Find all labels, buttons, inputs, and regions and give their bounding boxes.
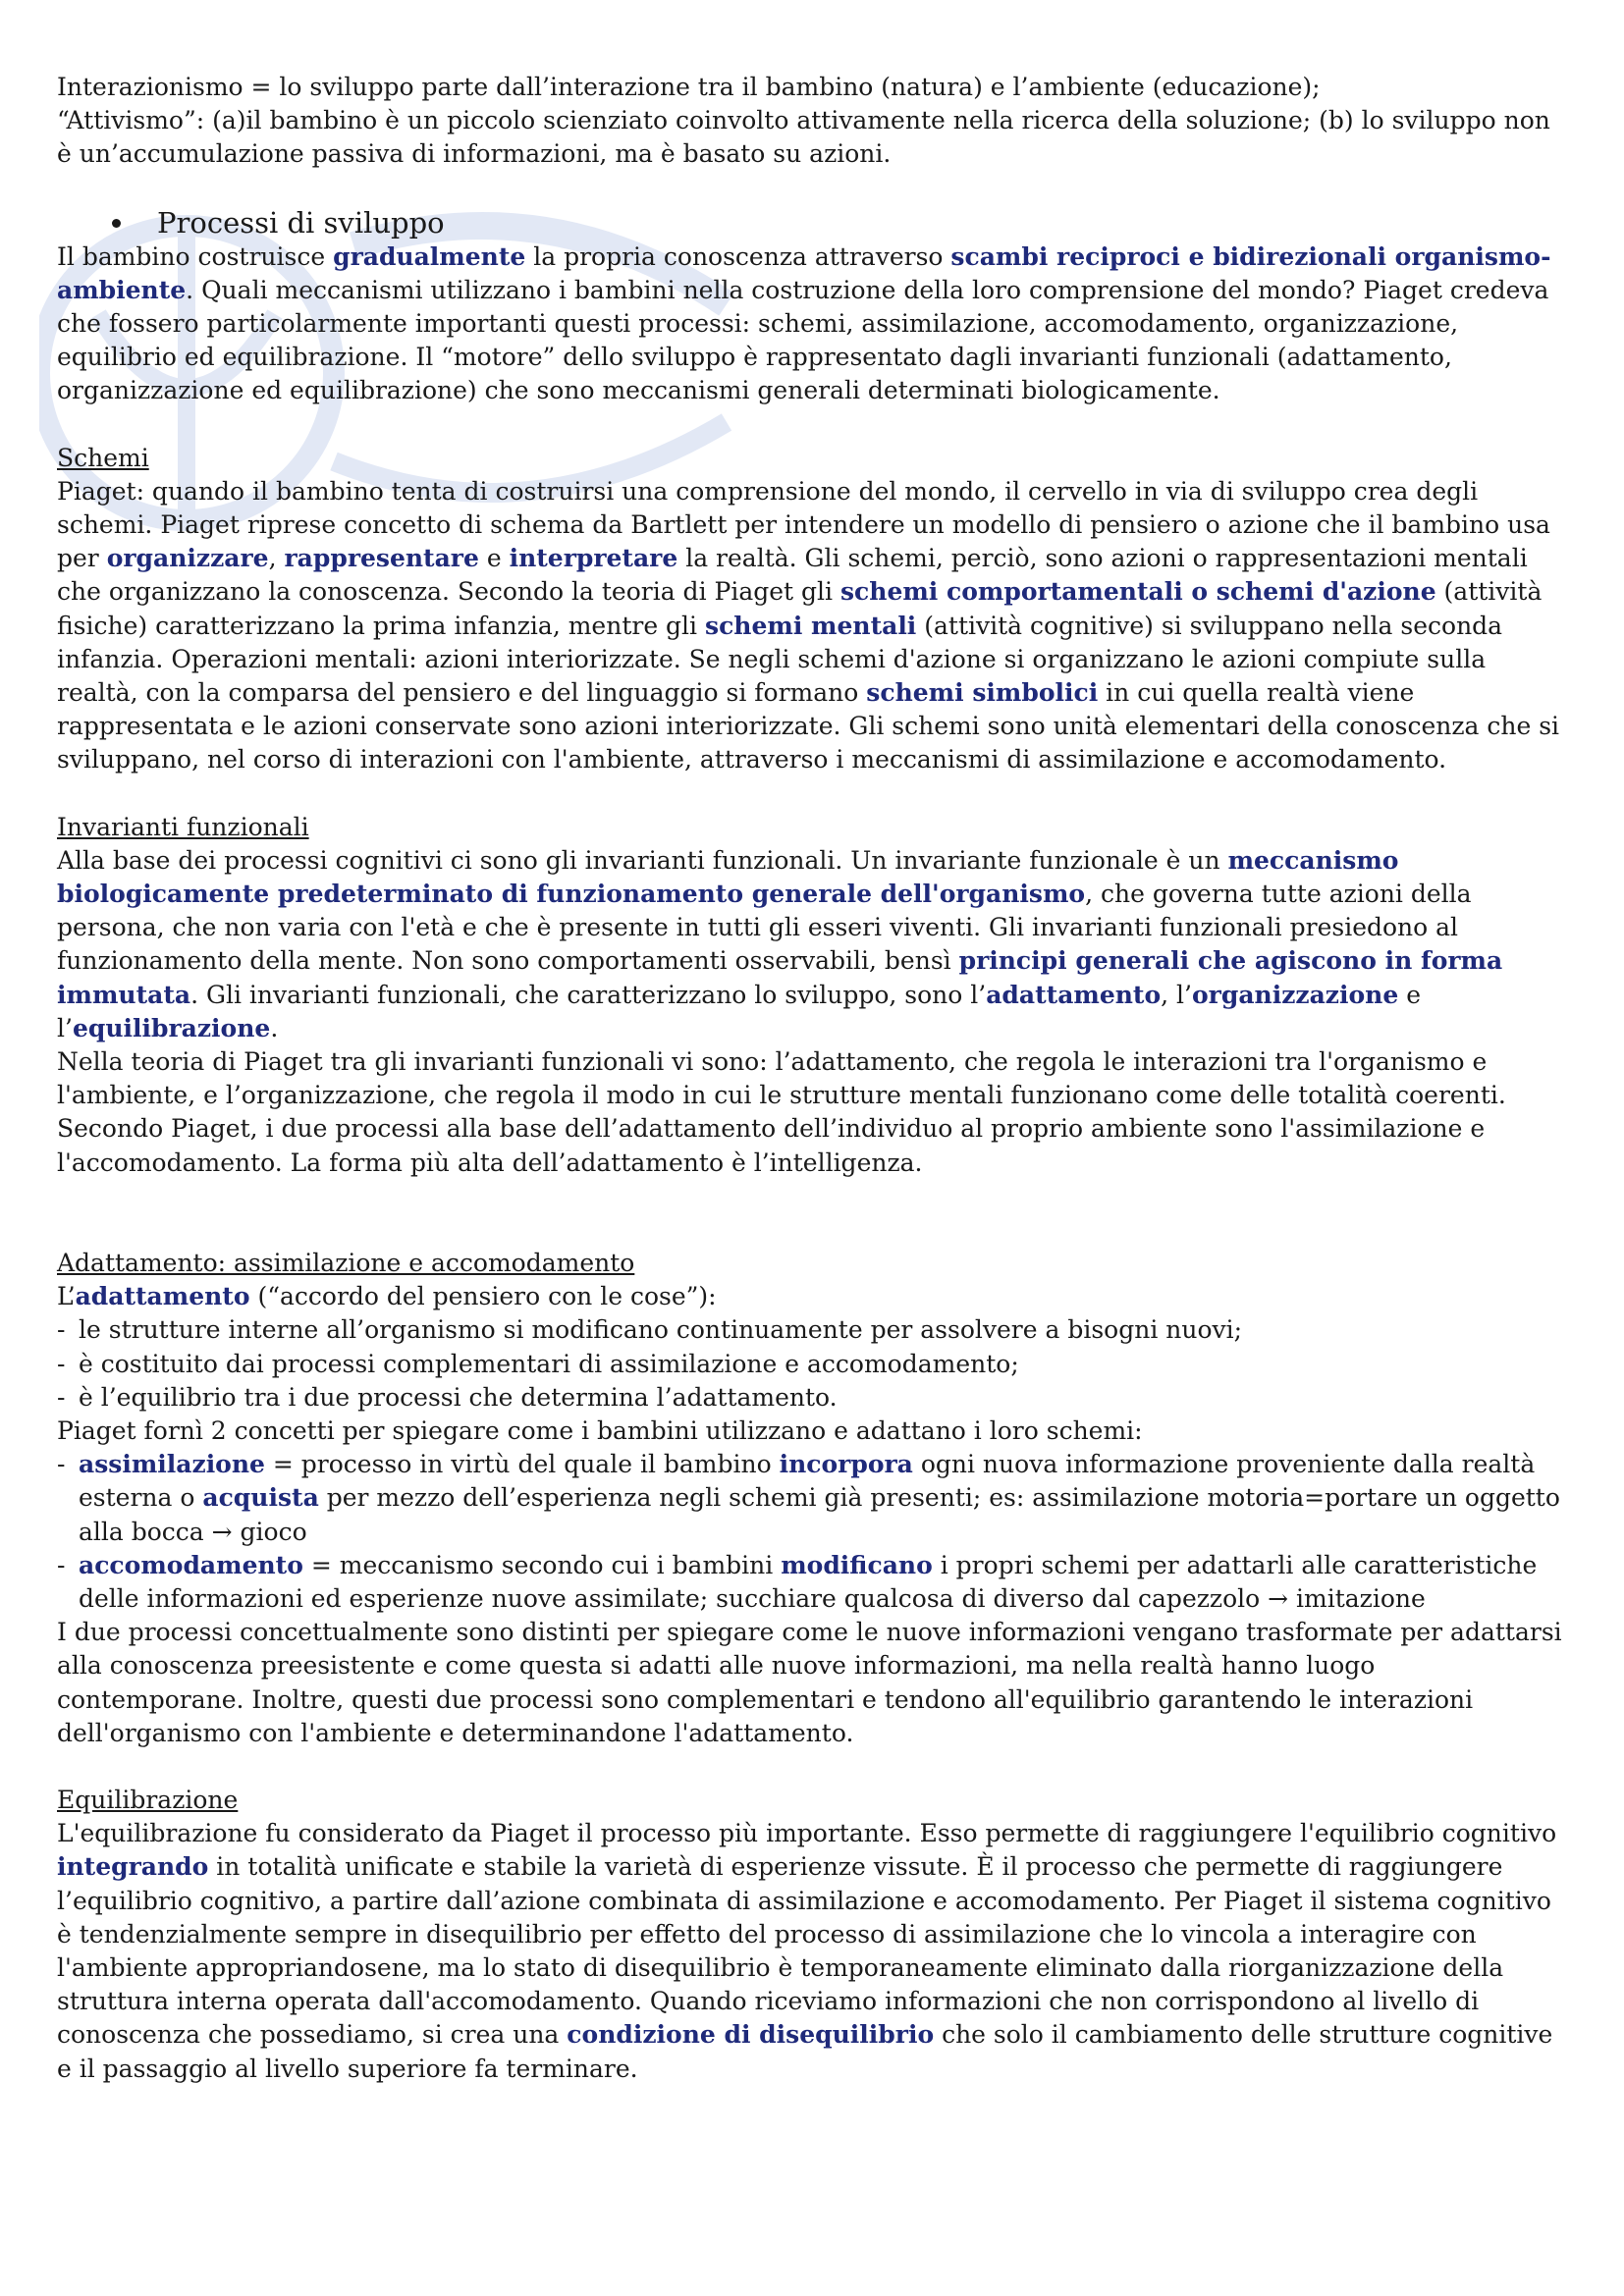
list-item: - è l’equilibrio tra i due processi che determina l’adattamento. — [57, 1381, 1569, 1415]
invarianti-paragraph-1: Alla base dei processi cognitivi ci sono gli invarianti funzionali. Un invariante funzionale è un meccanismo biologicamente predeterminato di funzionamento generale dell'organismo, che governa tutte azioni della persona, che non varia con l'età e che è presente in tutti gli esseri viventi. Gli invarianti funzionali presiedono al funzionamento della mente. Non sono comportamenti osservabili, bensì principi generali che agiscono in forma immutata. Gli invarianti funzionali, che caratterizzano lo sviluppo, sono l’adattamento, l’organizzazione e l’equilibrazione. — [57, 845, 1503, 1042]
adattamento-list — [57, 1313, 1569, 1415]
bullet-icon — [112, 219, 121, 228]
section-title-schemi: Schemi — [57, 443, 149, 472]
section-title-adattamento: Adattamento: assimilazione e accomodamento — [57, 1248, 635, 1277]
adattamento-mid: Piaget fornì 2 concetti per spiegare come i bambini utilizzano e adattano i loro schemi: — [57, 1415, 1143, 1445]
adattamento-intro: L’adattamento (“accordo del pensiero con le cose”): — [57, 1282, 717, 1311]
invarianti-paragraph-2: Nella teoria di Piaget tra gli invarianti funzionali vi sono: l’adattamento, che regola le interazioni tra l'organismo e l'ambiente, e l’organizzazione, che regola il modo in cui le strutture mentali funzionano come delle totalità coerenti. Secondo Piaget, i due processi alla base dell’adattamento dell’individuo al proprio ambiente sono l'assimilazione e l'accomodamento. La forma più alta dell’adattamento è l’intelligenza. — [57, 1047, 1506, 1177]
adattamento-outro: I due processi concettualmente sono distinti per spiegare come le nuove informazioni vengano trasformate per adattarsi alla conoscenza preesistente e come questa si adatti alle nuove informazioni, ma nella realtà hanno luogo contemporane. Inoltre, questi due processi sono complementari e tendono all'equilibrio garantendo le interazioni dell'organismo con l'ambiente e determinandone l'adattamento. — [57, 1618, 1562, 1747]
schemi-paragraph: Piaget: quando il bambino tenta di costruirsi una comprensione del mondo, il cervello in via di sviluppo crea degli schemi. Piaget riprese concetto di schema da Bartlett per intendere un modello di pensiero o azione che il bambino usa per organizzare, rappresentare e interpretare la realtà. Gli schemi, perciò, sono azioni o rappresentazioni mentali che organizzano la conoscenza. Secondo la teoria di Piaget gli schemi comportamentali o schemi d'azione (attività fisiche) caratterizzano la prima infanzia, mentre gli schemi mentali (attività cognitive) si sviluppano nella seconda infanzia. Operazioni mentali: azioni interiorizzate. Se negli schemi d'azione si organizzano le azioni compiute sulla realtà, con la comparsa del pensiero e del linguaggio si formano schemi simbolici in cui quella realtà viene rappresentata e le azioni conservate sono azioni interiorizzate. Gli schemi sono unità elementari della conoscenza che si sviluppano, nel corso di interazioni con l'ambiente, attraverso i meccanismi di assimilazione e accomodamento. — [57, 476, 1560, 774]
list-item: - è costituito dai processi complementari di assimilazione e accomodamento; — [57, 1348, 1569, 1381]
processi-paragraph: Il bambino costruisce gradualmente la propria conoscenza attraverso scambi reciproci e bidirezionali organismo-ambiente. Quali meccanismi utilizzano i bambini nella costruzione della loro comprensione del mondo? Piaget credeva che fossero particolarmente importanti questi processi: schemi, assimilazione, accomodamento, organizzazione, equilibrio ed equilibrazione. Il “motore” dello sviluppo è rappresentato dagli invarianti funzionali (adattamento, organizzazione ed equilibrazione) che sono meccanismi generali determinati biologicamente. — [57, 241, 1551, 405]
list-item-accomodamento: - accomodamento = meccanismo secondo cui i bambini modificano i propri schemi per adattarli alle caratteristiche delle informazioni ed esperienze nuove assimilate; succhiare qualcosa di diverso dal capezzolo → imitazione — [57, 1549, 1569, 1616]
concepts-list — [57, 1448, 1569, 1616]
section-title-equilibrazione: Equilibrazione — [57, 1785, 239, 1814]
intro-paragraph-1: Interazionismo = lo sviluppo parte dall’interazione tra il bambino (natura) e l’ambiente (educazione); — [57, 73, 1321, 101]
heading-processi: Processi di sviluppo — [57, 205, 1569, 240]
intro-paragraph-2: “Attivismo”: (a)il bambino è un piccolo scienziato coinvolto attivamente nella ricerca della soluzione; (b) lo sviluppo non è un’accumulazione passiva di informazioni, ma è basato su azioni. — [57, 106, 1550, 169]
list-item-assimilazione: - assimilazione = processo in virtù del quale il bambino incorpora ogni nuova informazione proveniente dalla realtà esterna o acquista per mezzo dell’esperienza negli schemi già presenti; es: assimilazione motoria=portare un oggetto alla bocca → gioco — [57, 1448, 1569, 1549]
document-page — [57, 71, 1569, 2086]
equilibrazione-paragraph: L'equilibrazione fu considerato da Piaget il processo più importante. Esso permette di raggiungere l'equilibrio cognitivo integrando in totalità unificate e stabile la varietà di esperienze vissute. È il processo che permette di raggiungere l’equilibrio cognitivo, a partire dall’azione combinata di assimilazione e accomodamento. Per Piaget il sistema cognitivo è tendenzialmente sempre in disequilibrio per effetto del processo di assimilazione che lo vincola a interagire con l'ambiente appropriandosene, ma lo stato di disequilibrio è temporaneamente eliminato dalla riorganizzazione della struttura interna operata dall'accomodamento. Quando riceviamo informazioni che non corrispondono al livello di conoscenza che possediamo, si crea una condizione di disequilibrio che solo il cambiamento delle strutture cognitive e il passaggio al livello superiore fa terminare. — [57, 1819, 1557, 2083]
list-item: - le strutture interne all’organismo si modificano continuamente per assolvere a bisogni nuovi; — [57, 1313, 1569, 1347]
section-title-invarianti: Invarianti funzionali — [57, 812, 309, 841]
